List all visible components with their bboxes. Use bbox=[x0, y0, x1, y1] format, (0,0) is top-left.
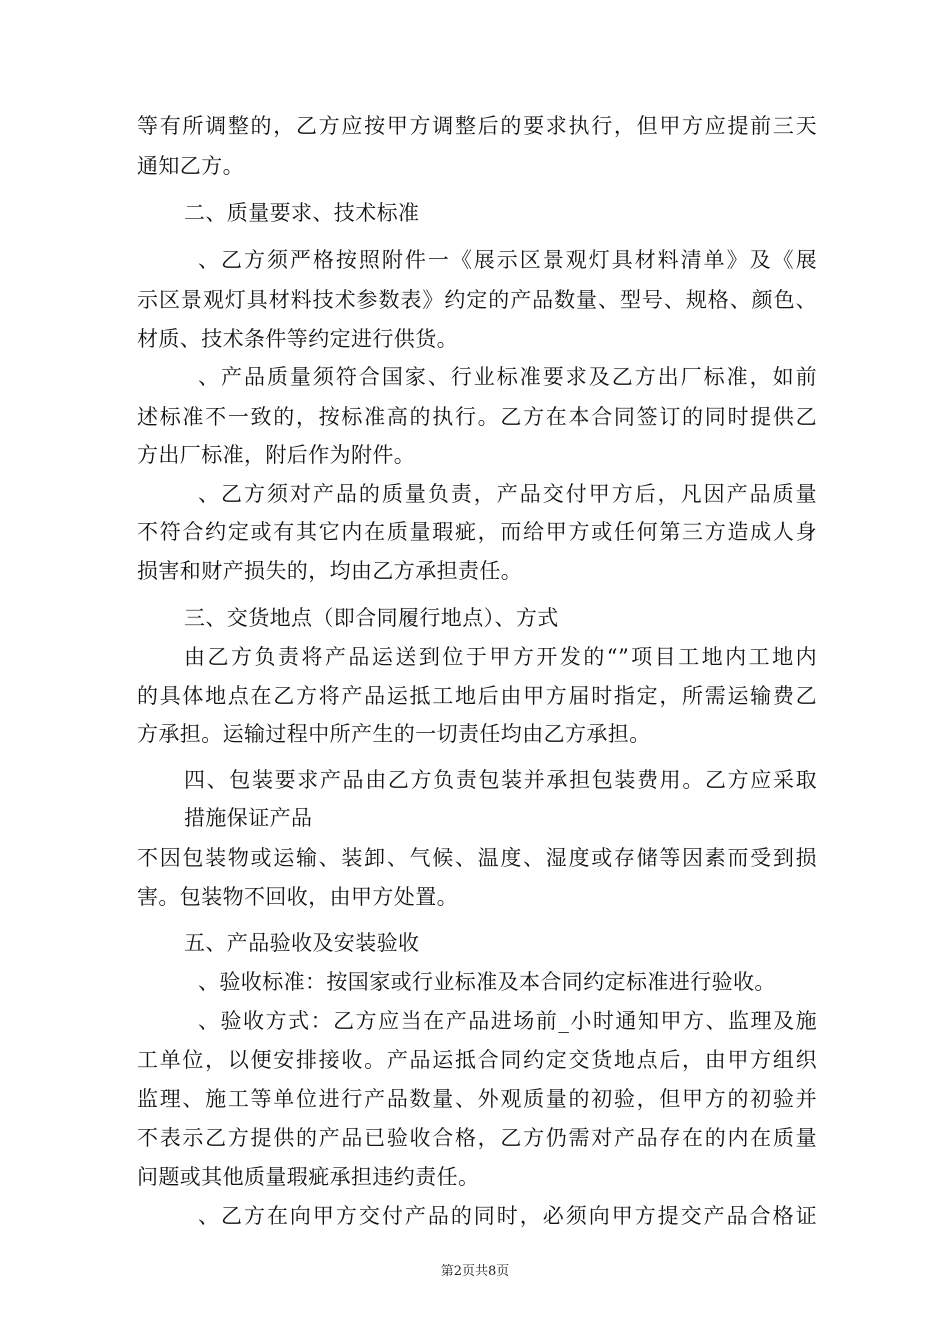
paragraph-line: 由乙方负责将产品运送到位于甲方开发的“”项目工地内工地内 bbox=[184, 645, 817, 669]
paragraph-line: 、乙方须严格按照附件一《展示区景观灯具材料清单》及《展 bbox=[198, 248, 817, 272]
paragraph-line: 示区景观灯具材料技术参数表》约定的产品数量、型号、规格、颜色、 bbox=[137, 288, 817, 312]
paragraph-line: 不因包装物或运输、装卸、气候、温度、湿度或存储等因素而受到损 bbox=[137, 846, 817, 870]
paragraph-line: 损害和财产损失的，均由乙方承担责任。 bbox=[137, 559, 523, 583]
section-heading: 二、质量要求、技术标准 bbox=[184, 201, 420, 225]
section-heading: 三、交货地点（即合同履行地点）、方式 bbox=[184, 606, 559, 630]
paragraph-line: 、产品质量须符合国家、行业标准要求及乙方出厂标准，如前 bbox=[198, 365, 817, 389]
paragraph-line: 不符合约定或有其它内在质量瑕疵，而给甲方或任何第三方造成人身 bbox=[137, 520, 817, 544]
paragraph-line: 、乙方在向甲方交付产品的同时，必须向甲方提交产品合格证 bbox=[198, 1204, 817, 1228]
paragraph-line: 述标准不一致的，按标准高的执行。乙方在本合同签订的同时提供乙 bbox=[137, 405, 817, 429]
paragraph-line: 通知乙方。 bbox=[137, 154, 244, 178]
paragraph-line: 、验收方式：乙方应当在产品进场前_小时通知甲方、监理及施 bbox=[198, 1009, 817, 1033]
paragraph-line: 、乙方须对产品的质量负责，产品交付甲方后，凡因产品质量 bbox=[198, 482, 817, 506]
page-number: 第2页共8页 bbox=[440, 1264, 510, 1279]
paragraph-line: 害。包装物不回收，由甲方处置。 bbox=[137, 885, 458, 909]
paragraph-line: 方承担。运输过程中所产生的一切责任均由乙方承担。 bbox=[137, 722, 651, 746]
paragraph-line: 的具体地点在乙方将产品运抵工地后由甲方届时指定，所需运输费乙 bbox=[137, 684, 817, 708]
paragraph-line: 措施保证产品 bbox=[184, 806, 313, 830]
paragraph-line: 不表示乙方提供的产品已验收合格，乙方仍需对产品存在的内在质量 bbox=[137, 1126, 817, 1150]
paragraph-line: 、验收标准：按国家或行业标准及本合同约定标准进行验收。 bbox=[198, 970, 776, 994]
paragraph-line: 等有所调整的，乙方应按甲方调整后的要求执行，但甲方应提前三天 bbox=[137, 114, 817, 138]
paragraph-line: 方出厂标准，附后作为附件。 bbox=[137, 443, 416, 467]
paragraph-line: 工单位，以便安排接收。产品运抵合同约定交货地点后，由甲方组织 bbox=[137, 1048, 817, 1072]
paragraph-line: 材质、技术条件等约定进行供货。 bbox=[137, 327, 458, 351]
section-heading: 五、产品验收及安装验收 bbox=[184, 931, 420, 955]
paragraph-line: 监理、施工等单位进行产品数量、外观质量的初验，但甲方的初验并 bbox=[137, 1087, 817, 1111]
paragraph-line: 问题或其他质量瑕疵承担违约责任。 bbox=[137, 1165, 480, 1189]
section-heading: 四、包装要求产品由乙方负责包装并承担包装费用。乙方应采取 bbox=[184, 768, 817, 792]
